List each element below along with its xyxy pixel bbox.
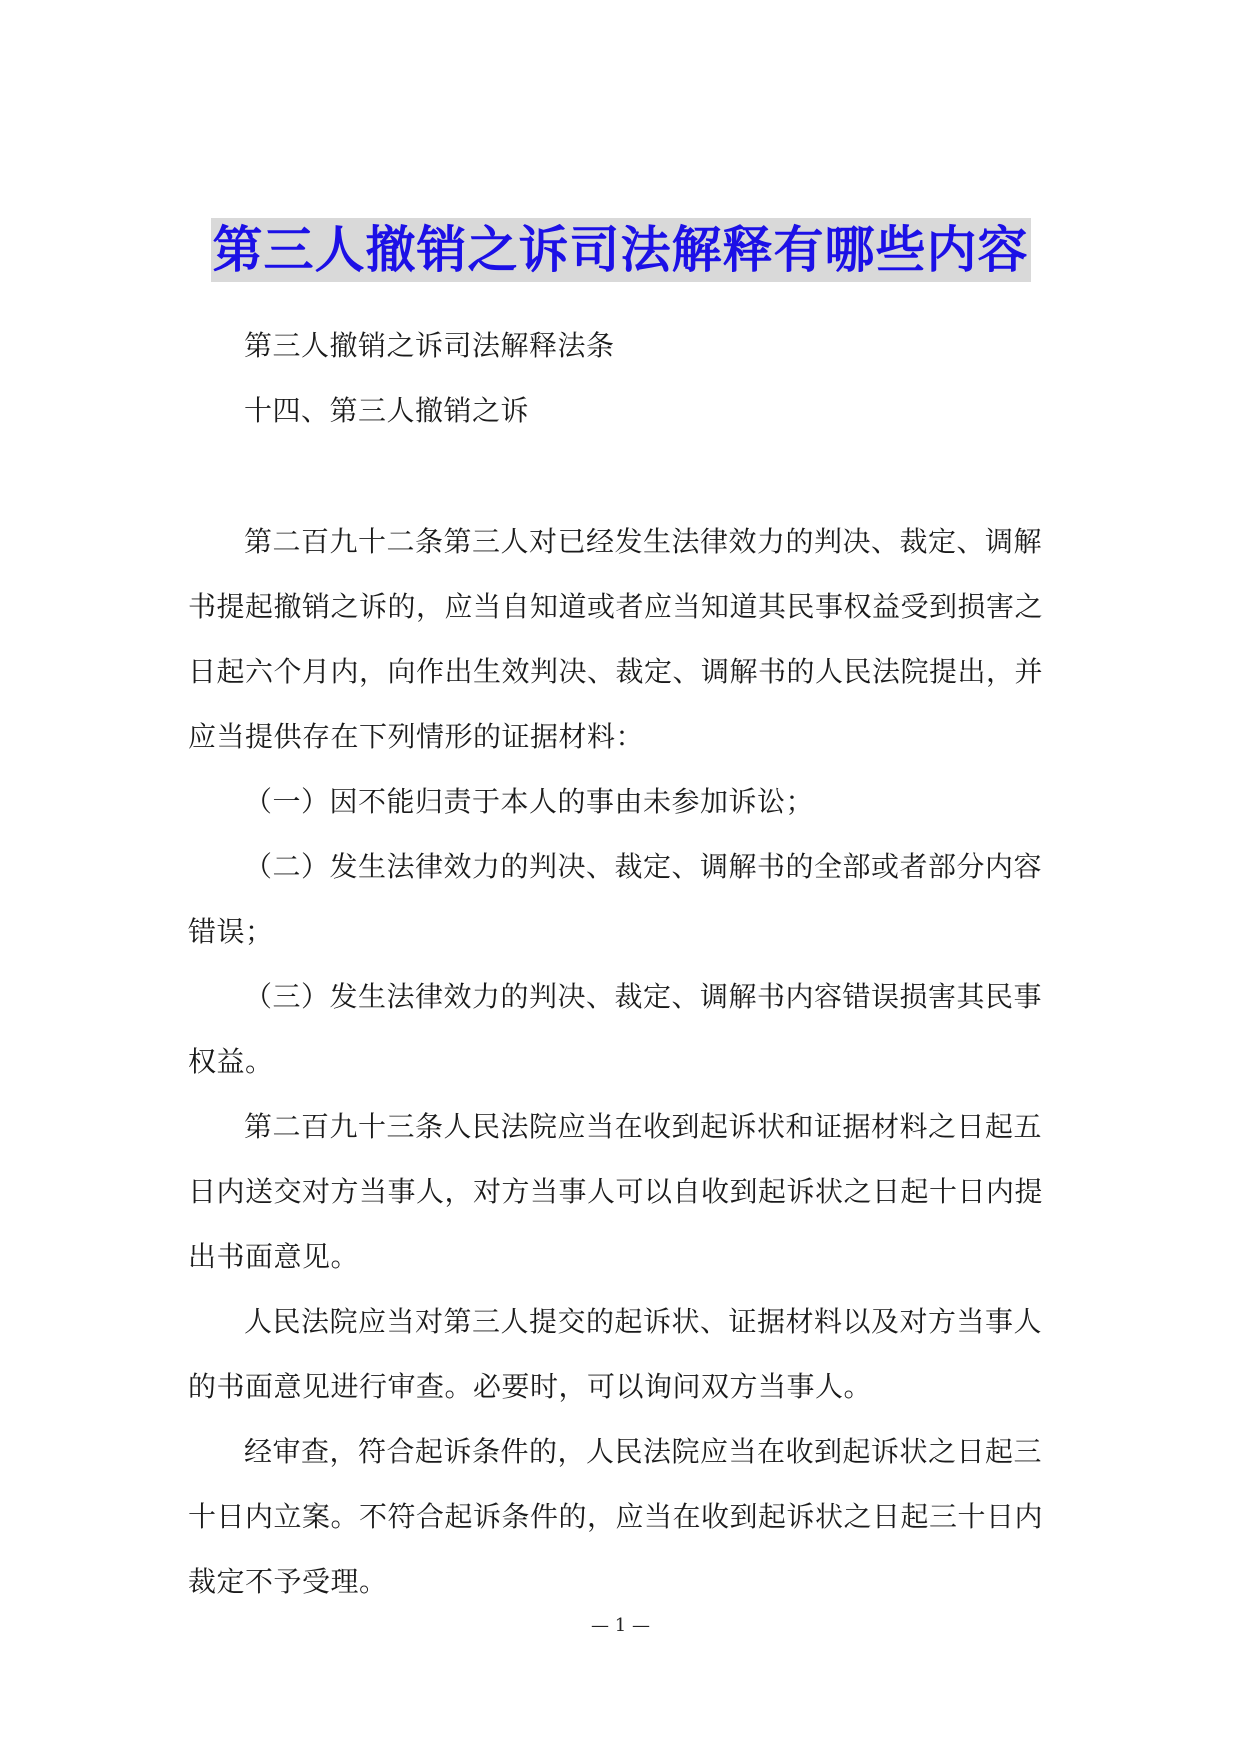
page-number: — 1 — xyxy=(591,1615,650,1636)
list-item: （二）发生法律效力的判决、裁定、调解书的全部或者部分内容错误； xyxy=(188,850,1043,948)
paragraph: 第二百九十二条第三人对已经发生法律效力的判决、裁定、调解书提起撤销之诉的，应当自知道或者应当知道其民事权益受到损害之日起六个月内，向作出生效判决、裁定、调解书的人民法院提出，并应当提供存在下列情形的证据材料： xyxy=(188,525,1044,753)
paragraph: 人民法院应当对第三人提交的起诉状、证据材料以及对方当事人的书面意见进行审查。必要时，可以询问双方当事人。 xyxy=(188,1305,1043,1403)
article-body xyxy=(188,509,1056,1614)
document-title: 第三人撤销之诉司法解释有哪些内容 xyxy=(211,218,1031,282)
list-item: （一）因不能归责于本人的事由未参加诉讼； xyxy=(244,785,815,818)
intro-line: 第三人撤销之诉司法解释法条 xyxy=(244,329,615,362)
intro-section xyxy=(188,313,1056,443)
list-item: （三）发生法律效力的判决、裁定、调解书内容错误损害其民事权益。 xyxy=(188,980,1043,1078)
paragraph: 第二百九十三条人民法院应当在收到起诉状和证据材料之日起五日内送交对方当事人，对方当事人可以自收到起诉状之日起十日内提出书面意见。 xyxy=(188,1110,1044,1273)
paragraph: 经审查，符合起诉条件的，人民法院应当在收到起诉状之日起三十日内立案。不符合起诉条件的，应当在收到起诉状之日起三十日内裁定不予受理。 xyxy=(188,1435,1044,1598)
section-heading: 十四、第三人撤销之诉 xyxy=(244,394,530,427)
title-container xyxy=(0,218,1241,282)
